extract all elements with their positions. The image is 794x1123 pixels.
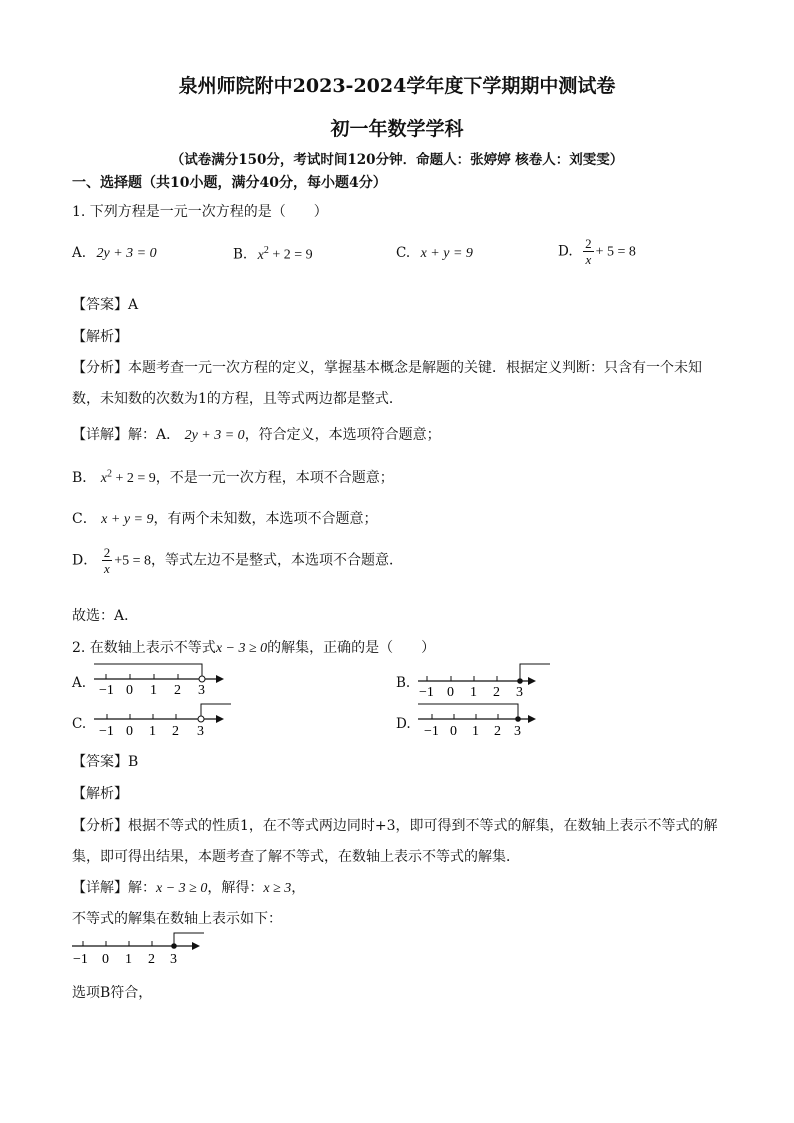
tick-label: 3 (516, 685, 523, 700)
tick-label: 3 (197, 724, 204, 739)
solution-bracket (520, 664, 550, 681)
q2-option-c-letter: C. (72, 716, 87, 732)
q1-detail-b-base: x (100, 471, 107, 486)
q1-option-d-den: x (585, 252, 592, 267)
q1-option-b-rest: + 2 = 9 (268, 247, 313, 263)
page-subtitle: 初一年数学学科 (330, 118, 464, 140)
q1-detail-b-text: ，不是一元一次方程，本项不合题意； (155, 470, 394, 486)
tick-label: 0 (126, 683, 133, 698)
q2-detail-expr2: x ≥ 3 (263, 881, 292, 896)
q2-answer-value: B (128, 754, 139, 770)
tick-label: 0 (450, 724, 457, 739)
open-endpoint (198, 716, 204, 722)
q1-option-b-letter: B. (233, 246, 248, 263)
tick-label: −1 (99, 724, 114, 739)
page-title: 泉州师院附中2023-2024学年度下学期期中测试卷 (178, 75, 616, 97)
q1-option-d-num: 2 (585, 236, 592, 251)
q1-analysis-line2: 数，未知数的次数为1的方程，且等式两边都是整式． (72, 391, 403, 407)
axis-arrow (216, 715, 224, 723)
q2-detail-expr1: x − 3 ≥ 0 (156, 881, 208, 896)
axis-arrow (528, 715, 536, 723)
q1-detail-tag: 【详解】 (72, 427, 128, 443)
open-endpoint (199, 676, 205, 682)
tick-label: 0 (126, 724, 133, 739)
tick-label: 2 (494, 724, 501, 739)
axis-arrow (192, 942, 200, 950)
q1-jiexi: 【解析】 (72, 329, 128, 345)
q1-analysis-text: 本题考查一元一次方程的定义，掌握基本概念是解题的关键．根据定义判断：只含有一个未知 (128, 360, 702, 376)
tick-label: 1 (149, 724, 156, 739)
tick-label: 2 (493, 685, 500, 700)
q1-option-d-rest: + 5 = 8 (595, 244, 636, 260)
q1-detail-d-text: ，等式左边不是整式，本选项不合题意． (150, 552, 403, 569)
number-line-option-c (94, 704, 231, 739)
tick-label: 3 (198, 683, 205, 698)
tick-label: −1 (99, 683, 114, 698)
q2-analysis-line1 (72, 815, 718, 835)
q2-analysis-tag: 【分析】 (72, 818, 128, 834)
q1-detail-c-expr: x + y = 9 (101, 512, 154, 527)
tick-label: 2 (174, 683, 181, 698)
q1-detail-d-den: x (104, 561, 110, 576)
tick-label: 0 (447, 685, 454, 700)
number-line-option-b (418, 664, 550, 700)
tick-label: −1 (73, 952, 88, 967)
q1-analysis-tag: 【分析】 (72, 360, 128, 376)
tick-label: 1 (470, 685, 477, 700)
tick-label: 2 (172, 724, 179, 739)
tick-label: 1 (150, 683, 157, 698)
number-line-solution (72, 933, 204, 967)
q1-detail-d-num: 2 (103, 545, 111, 560)
q1-detail-c-text: ，有两个未知数，本选项不合题意； (153, 511, 378, 527)
q1-detail-c-prefix: C． (72, 511, 97, 527)
tick-label: −1 (419, 685, 434, 700)
tick-label: 3 (514, 724, 521, 739)
q1-conclusion: 故选：A． (72, 608, 139, 624)
tick-label: 0 (102, 952, 109, 967)
number-line-option-d (418, 704, 536, 739)
q1-detail-a-text: ，符合定义，本选项符合题意； (244, 427, 441, 443)
q1-detail-b-sup: 2 (106, 468, 112, 480)
q1-option-d-letter: D. (558, 243, 573, 260)
q2-detail-tag: 【详解】 (72, 880, 128, 896)
tick-label: −1 (424, 724, 439, 739)
solution-bracket (174, 933, 204, 946)
closed-endpoint (515, 716, 521, 722)
closed-endpoint (171, 943, 177, 949)
q1-detail-d-prefix: D． (72, 552, 98, 569)
q2-analysis-line2: 集，即可得出结果，本题考查了解不等式，在数轴上表示不等式的解集． (72, 849, 520, 865)
closed-endpoint (517, 678, 523, 684)
q2-answer (72, 751, 138, 771)
q2-detail-end: ， (291, 880, 306, 896)
q1-detail-d-rest: +5 = 8 (114, 553, 151, 569)
axis-arrow (216, 675, 224, 683)
number-line-option-a (94, 664, 224, 698)
q1-option-a-expr: 2y + 3 = 0 (96, 246, 157, 261)
q2-stem-prefix: 2. 在数轴上表示不等式 (72, 640, 216, 656)
tick-label: 1 (472, 724, 479, 739)
q2-option-b-letter: B. (396, 675, 411, 691)
q2-detail (72, 877, 305, 897)
q2-detail-prefix: 解： (128, 880, 156, 896)
solution-bracket (201, 704, 231, 716)
q2-stem-expr: x − 3 ≥ 0 (215, 641, 268, 656)
solution-bracket (94, 664, 202, 676)
q1-detail-b-prefix: B． (72, 470, 97, 486)
q1-answer-tag: 【答案】 (72, 297, 128, 313)
q1-option-b-base: x (257, 247, 264, 263)
q2-option-d-letter: D. (396, 716, 411, 732)
axis-arrow (528, 677, 536, 685)
q1-option-a-letter: A. (72, 245, 87, 261)
tick-label: 3 (170, 952, 177, 967)
section-heading: 一、选择题（共10小题，满分40分，每小题4分） (72, 175, 387, 191)
q1-stem: 1. 下列方程是一元一次方程的是（ ） (72, 204, 328, 220)
q2-stem-suffix: 的解集，正确的是（ ） (267, 640, 436, 656)
q2-final: 选项B符合， (72, 985, 153, 1001)
q2-analysis-text: 根据不等式的性质1，在不等式两边同时+3，即可得到不等式的解集，在数轴上表示不等式的解 (128, 818, 718, 834)
q1-option-c-expr: x + y = 9 (420, 246, 473, 261)
tick-label: 2 (148, 952, 155, 967)
q1-detail-a-prefix: 解：A． (128, 427, 181, 443)
solution-bracket (418, 704, 518, 719)
q2-option-a-letter: A. (72, 675, 87, 691)
q2-detail-mid: ，解得： (207, 880, 264, 896)
q2-answer-tag: 【答案】 (72, 754, 128, 770)
tick-label: 1 (125, 952, 132, 967)
q2-number-line-intro: 不等式的解集在数轴上表示如下： (72, 911, 282, 927)
q1-detail-b-rest: + 2 = 9 (111, 471, 156, 486)
q1-option-c-letter: C. (396, 245, 411, 261)
exam-meta: （试卷满分150分，考试时间120分钟．命题人：张婷婷 核卷人：刘雯雯） (170, 152, 624, 168)
q1-option-b-sup: 2 (263, 245, 269, 256)
q2-jiexi: 【解析】 (72, 786, 128, 802)
q1-detail-a-expr: 2y + 3 = 0 (184, 428, 245, 443)
q1-answer-value: A (128, 297, 139, 313)
